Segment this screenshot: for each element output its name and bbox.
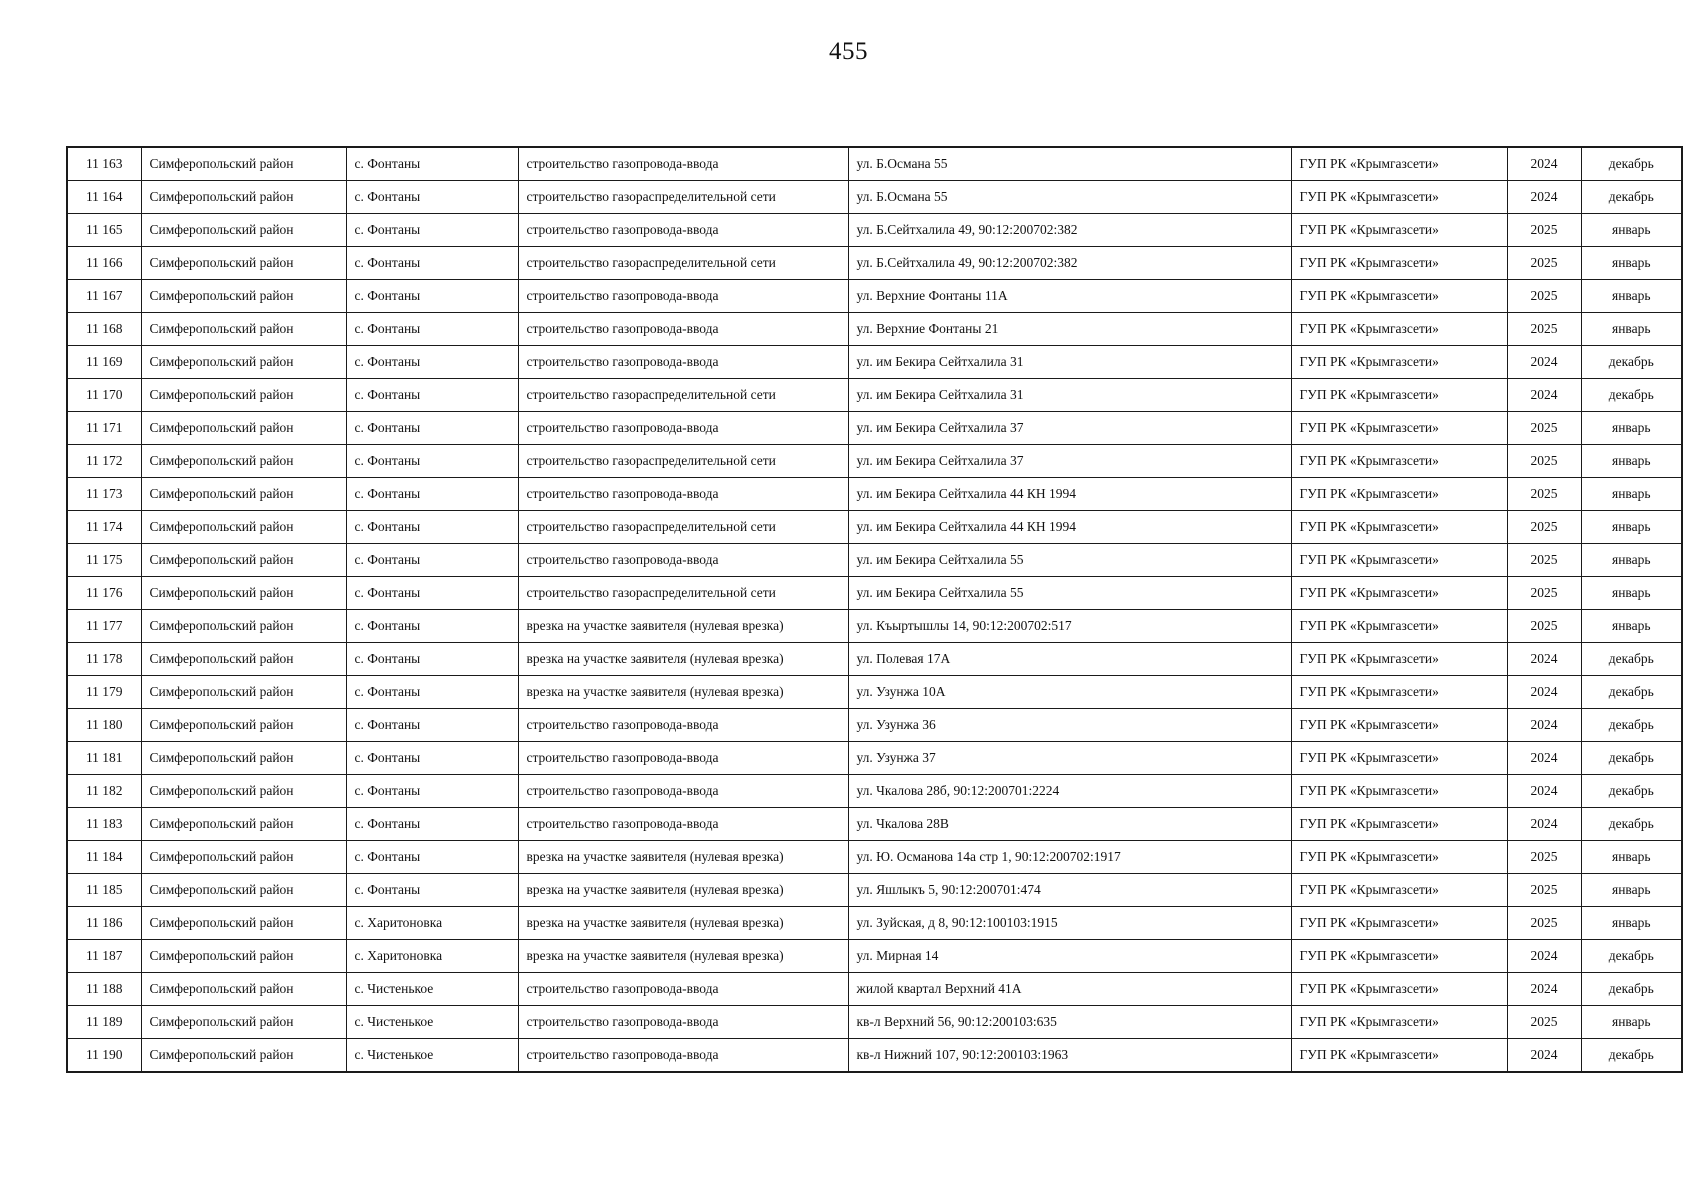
work-type-cell: строительство газопровода-ввода	[518, 742, 848, 775]
work-type-cell: строительство газораспределительной сети	[518, 379, 848, 412]
year-cell: 2025	[1507, 412, 1581, 445]
district-cell: Симферопольский район	[141, 214, 346, 247]
year-cell: 2025	[1507, 280, 1581, 313]
district-cell: Симферопольский район	[141, 643, 346, 676]
locality-cell: с. Фонтаны	[346, 379, 518, 412]
row-number-cell: 11 169	[67, 346, 141, 379]
district-cell: Симферопольский район	[141, 280, 346, 313]
address-cell: ул. Чкалова 28В	[848, 808, 1291, 841]
address-cell: ул. Полевая 17А	[848, 643, 1291, 676]
organization-cell: ГУП РК «Крымгазсети»	[1291, 214, 1507, 247]
address-cell: ул. Узунжа 37	[848, 742, 1291, 775]
address-cell: ул. Яшлыкъ 5, 90:12:200701:474	[848, 874, 1291, 907]
work-type-cell: строительство газопровода-ввода	[518, 412, 848, 445]
table-row	[67, 973, 1682, 1006]
month-cell: январь	[1581, 907, 1682, 940]
district-cell: Симферопольский район	[141, 808, 346, 841]
page-number: 455	[829, 38, 868, 65]
district-cell: Симферопольский район	[141, 478, 346, 511]
month-cell: январь	[1581, 544, 1682, 577]
row-number-cell: 11 181	[67, 742, 141, 775]
work-type-cell: строительство газопровода-ввода	[518, 973, 848, 1006]
row-number-cell: 11 177	[67, 610, 141, 643]
district-cell: Симферопольский район	[141, 907, 346, 940]
locality-cell: с. Фонтаны	[346, 412, 518, 445]
row-number-cell: 11 165	[67, 214, 141, 247]
row-number-cell: 11 175	[67, 544, 141, 577]
year-cell: 2024	[1507, 181, 1581, 214]
address-cell: ул. Чкалова 28б, 90:12:200701:2224	[848, 775, 1291, 808]
organization-cell: ГУП РК «Крымгазсети»	[1291, 973, 1507, 1006]
address-cell: ул. Мирная 14	[848, 940, 1291, 973]
address-cell: ул. им Бекира Сейтхалила 55	[848, 577, 1291, 610]
locality-cell: с. Харитоновка	[346, 940, 518, 973]
month-cell: декабрь	[1581, 643, 1682, 676]
table-row	[67, 379, 1682, 412]
locality-cell: с. Фонтаны	[346, 742, 518, 775]
district-cell: Симферопольский район	[141, 147, 346, 181]
month-cell: январь	[1581, 280, 1682, 313]
district-cell: Симферопольский район	[141, 676, 346, 709]
row-number-cell: 11 186	[67, 907, 141, 940]
organization-cell: ГУП РК «Крымгазсети»	[1291, 742, 1507, 775]
district-cell: Симферопольский район	[141, 445, 346, 478]
table-row	[67, 709, 1682, 742]
month-cell: январь	[1581, 1006, 1682, 1039]
organization-cell: ГУП РК «Крымгазсети»	[1291, 610, 1507, 643]
month-cell: декабрь	[1581, 709, 1682, 742]
work-type-cell: строительство газопровода-ввода	[518, 544, 848, 577]
locality-cell: с. Фонтаны	[346, 247, 518, 280]
address-cell: ул. Узунжа 36	[848, 709, 1291, 742]
district-cell: Симферопольский район	[141, 412, 346, 445]
locality-cell: с. Фонтаны	[346, 445, 518, 478]
year-cell: 2024	[1507, 973, 1581, 1006]
address-cell: ул. им Бекира Сейтхалила 37	[848, 412, 1291, 445]
district-cell: Симферопольский район	[141, 247, 346, 280]
month-cell: январь	[1581, 511, 1682, 544]
organization-cell: ГУП РК «Крымгазсети»	[1291, 280, 1507, 313]
table-row	[67, 1006, 1682, 1039]
address-cell: кв-л Нижний 107, 90:12:200103:1963	[848, 1039, 1291, 1073]
locality-cell: с. Фонтаны	[346, 280, 518, 313]
work-type-cell: строительство газопровода-ввода	[518, 808, 848, 841]
address-cell: ул. Зуйская, д 8, 90:12:100103:1915	[848, 907, 1291, 940]
row-number-cell: 11 185	[67, 874, 141, 907]
table-row	[67, 643, 1682, 676]
year-cell: 2025	[1507, 313, 1581, 346]
locality-cell: с. Фонтаны	[346, 775, 518, 808]
district-cell: Симферопольский район	[141, 973, 346, 1006]
table-row	[67, 907, 1682, 940]
district-cell: Симферопольский район	[141, 511, 346, 544]
table-row	[67, 346, 1682, 379]
work-type-cell: врезка на участке заявителя (нулевая врезка)	[518, 940, 848, 973]
row-number-cell: 11 182	[67, 775, 141, 808]
district-cell: Симферопольский район	[141, 1006, 346, 1039]
locality-cell: с. Фонтаны	[346, 544, 518, 577]
work-type-cell: строительство газопровода-ввода	[518, 775, 848, 808]
year-cell: 2024	[1507, 676, 1581, 709]
organization-cell: ГУП РК «Крымгазсети»	[1291, 1006, 1507, 1039]
locality-cell: с. Фонтаны	[346, 214, 518, 247]
district-cell: Симферопольский район	[141, 841, 346, 874]
locality-cell: с. Фонтаны	[346, 874, 518, 907]
work-type-cell: врезка на участке заявителя (нулевая врезка)	[518, 643, 848, 676]
year-cell: 2024	[1507, 775, 1581, 808]
year-cell: 2025	[1507, 577, 1581, 610]
organization-cell: ГУП РК «Крымгазсети»	[1291, 544, 1507, 577]
row-number-cell: 11 166	[67, 247, 141, 280]
address-cell: ул. Б.Сейтхалила 49, 90:12:200702:382	[848, 214, 1291, 247]
address-cell: ул. Узунжа 10А	[848, 676, 1291, 709]
locality-cell: с. Фонтаны	[346, 346, 518, 379]
district-cell: Симферопольский район	[141, 610, 346, 643]
month-cell: январь	[1581, 412, 1682, 445]
district-cell: Симферопольский район	[141, 346, 346, 379]
address-cell: ул. Къыртышлы 14, 90:12:200702:517	[848, 610, 1291, 643]
row-number-cell: 11 179	[67, 676, 141, 709]
row-number-cell: 11 172	[67, 445, 141, 478]
organization-cell: ГУП РК «Крымгазсети»	[1291, 181, 1507, 214]
month-cell: декабрь	[1581, 147, 1682, 181]
month-cell: январь	[1581, 445, 1682, 478]
month-cell: декабрь	[1581, 346, 1682, 379]
month-cell: январь	[1581, 874, 1682, 907]
work-type-cell: строительство газопровода-ввода	[518, 1039, 848, 1073]
row-number-cell: 11 167	[67, 280, 141, 313]
table-row	[67, 676, 1682, 709]
district-cell: Симферопольский район	[141, 742, 346, 775]
year-cell: 2025	[1507, 511, 1581, 544]
month-cell: январь	[1581, 214, 1682, 247]
organization-cell: ГУП РК «Крымгазсети»	[1291, 775, 1507, 808]
locality-cell: с. Фонтаны	[346, 841, 518, 874]
row-number-cell: 11 187	[67, 940, 141, 973]
work-type-cell: строительство газораспределительной сети	[518, 181, 848, 214]
locality-cell: с. Фонтаны	[346, 478, 518, 511]
locality-cell: с. Фонтаны	[346, 808, 518, 841]
locality-cell: с. Фонтаны	[346, 511, 518, 544]
address-cell: ул. им Бекира Сейтхалила 55	[848, 544, 1291, 577]
month-cell: январь	[1581, 577, 1682, 610]
district-cell: Симферопольский район	[141, 940, 346, 973]
work-type-cell: строительство газопровода-ввода	[518, 709, 848, 742]
work-type-cell: строительство газораспределительной сети	[518, 247, 848, 280]
year-cell: 2025	[1507, 214, 1581, 247]
month-cell: январь	[1581, 841, 1682, 874]
table-row	[67, 742, 1682, 775]
organization-cell: ГУП РК «Крымгазсети»	[1291, 379, 1507, 412]
year-cell: 2025	[1507, 907, 1581, 940]
registry-table	[66, 146, 1683, 1073]
row-number-cell: 11 173	[67, 478, 141, 511]
row-number-cell: 11 176	[67, 577, 141, 610]
month-cell: декабрь	[1581, 1039, 1682, 1073]
table-row	[67, 478, 1682, 511]
work-type-cell: врезка на участке заявителя (нулевая врезка)	[518, 676, 848, 709]
row-number-cell: 11 189	[67, 1006, 141, 1039]
table-row	[67, 1039, 1682, 1073]
organization-cell: ГУП РК «Крымгазсети»	[1291, 1039, 1507, 1073]
table-row	[67, 412, 1682, 445]
row-number-cell: 11 190	[67, 1039, 141, 1073]
work-type-cell: строительство газопровода-ввода	[518, 313, 848, 346]
locality-cell: с. Чистенькое	[346, 1039, 518, 1073]
organization-cell: ГУП РК «Крымгазсети»	[1291, 907, 1507, 940]
month-cell: декабрь	[1581, 676, 1682, 709]
row-number-cell: 11 170	[67, 379, 141, 412]
organization-cell: ГУП РК «Крымгазсети»	[1291, 511, 1507, 544]
organization-cell: ГУП РК «Крымгазсети»	[1291, 313, 1507, 346]
table-row	[67, 808, 1682, 841]
address-cell: ул. Б.Сейтхалила 49, 90:12:200702:382	[848, 247, 1291, 280]
registry-body	[67, 147, 1682, 1072]
work-type-cell: врезка на участке заявителя (нулевая врезка)	[518, 874, 848, 907]
work-type-cell: строительство газораспределительной сети	[518, 577, 848, 610]
year-cell: 2024	[1507, 808, 1581, 841]
district-cell: Симферопольский район	[141, 709, 346, 742]
row-number-cell: 11 164	[67, 181, 141, 214]
table-row	[67, 280, 1682, 313]
district-cell: Симферопольский район	[141, 181, 346, 214]
organization-cell: ГУП РК «Крымгазсети»	[1291, 478, 1507, 511]
address-cell: ул. Верхние Фонтаны 21	[848, 313, 1291, 346]
table-row	[67, 214, 1682, 247]
organization-cell: ГУП РК «Крымгазсети»	[1291, 709, 1507, 742]
address-cell: ул. Ю. Османова 14а стр 1, 90:12:200702:1917	[848, 841, 1291, 874]
month-cell: декабрь	[1581, 973, 1682, 1006]
locality-cell: с. Фонтаны	[346, 676, 518, 709]
table-row	[67, 841, 1682, 874]
row-number-cell: 11 171	[67, 412, 141, 445]
organization-cell: ГУП РК «Крымгазсети»	[1291, 676, 1507, 709]
year-cell: 2025	[1507, 445, 1581, 478]
organization-cell: ГУП РК «Крымгазсети»	[1291, 874, 1507, 907]
row-number-cell: 11 188	[67, 973, 141, 1006]
work-type-cell: строительство газопровода-ввода	[518, 478, 848, 511]
table-row	[67, 181, 1682, 214]
year-cell: 2025	[1507, 544, 1581, 577]
address-cell: ул. им Бекира Сейтхалила 37	[848, 445, 1291, 478]
locality-cell: с. Фонтаны	[346, 147, 518, 181]
row-number-cell: 11 163	[67, 147, 141, 181]
work-type-cell: строительство газораспределительной сети	[518, 511, 848, 544]
organization-cell: ГУП РК «Крымгазсети»	[1291, 577, 1507, 610]
organization-cell: ГУП РК «Крымгазсети»	[1291, 412, 1507, 445]
organization-cell: ГУП РК «Крымгазсети»	[1291, 643, 1507, 676]
year-cell: 2024	[1507, 346, 1581, 379]
year-cell: 2025	[1507, 874, 1581, 907]
row-number-cell: 11 183	[67, 808, 141, 841]
year-cell: 2024	[1507, 1039, 1581, 1073]
table-row	[67, 775, 1682, 808]
locality-cell: с. Харитоновка	[346, 907, 518, 940]
year-cell: 2024	[1507, 742, 1581, 775]
work-type-cell: строительство газопровода-ввода	[518, 147, 848, 181]
district-cell: Симферопольский район	[141, 544, 346, 577]
table-row	[67, 544, 1682, 577]
address-cell: ул. Верхние Фонтаны 11А	[848, 280, 1291, 313]
row-number-cell: 11 180	[67, 709, 141, 742]
locality-cell: с. Фонтаны	[346, 181, 518, 214]
month-cell: декабрь	[1581, 775, 1682, 808]
year-cell: 2025	[1507, 247, 1581, 280]
year-cell: 2024	[1507, 940, 1581, 973]
address-cell: ул. Б.Османа 55	[848, 181, 1291, 214]
address-cell: ул. им Бекира Сейтхалила 44 КН 1994	[848, 511, 1291, 544]
year-cell: 2025	[1507, 478, 1581, 511]
month-cell: декабрь	[1581, 742, 1682, 775]
table-row	[67, 445, 1682, 478]
table-row	[67, 313, 1682, 346]
district-cell: Симферопольский район	[141, 379, 346, 412]
year-cell: 2024	[1507, 643, 1581, 676]
work-type-cell: врезка на участке заявителя (нулевая врезка)	[518, 841, 848, 874]
year-cell: 2025	[1507, 1006, 1581, 1039]
work-type-cell: врезка на участке заявителя (нулевая врезка)	[518, 610, 848, 643]
address-cell: ул. им Бекира Сейтхалила 31	[848, 346, 1291, 379]
month-cell: декабрь	[1581, 181, 1682, 214]
work-type-cell: строительство газораспределительной сети	[518, 445, 848, 478]
district-cell: Симферопольский район	[141, 775, 346, 808]
district-cell: Симферопольский район	[141, 577, 346, 610]
work-type-cell: строительство газопровода-ввода	[518, 346, 848, 379]
district-cell: Симферопольский район	[141, 313, 346, 346]
table-row	[67, 874, 1682, 907]
district-cell: Симферопольский район	[141, 874, 346, 907]
work-type-cell: строительство газопровода-ввода	[518, 1006, 848, 1039]
year-cell: 2025	[1507, 841, 1581, 874]
month-cell: январь	[1581, 478, 1682, 511]
organization-cell: ГУП РК «Крымгазсети»	[1291, 940, 1507, 973]
locality-cell: с. Фонтаны	[346, 313, 518, 346]
row-number-cell: 11 178	[67, 643, 141, 676]
locality-cell: с. Фонтаны	[346, 709, 518, 742]
month-cell: январь	[1581, 247, 1682, 280]
year-cell: 2024	[1507, 709, 1581, 742]
address-cell: ул. им Бекира Сейтхалила 31	[848, 379, 1291, 412]
table-row	[67, 610, 1682, 643]
organization-cell: ГУП РК «Крымгазсети»	[1291, 808, 1507, 841]
row-number-cell: 11 174	[67, 511, 141, 544]
address-cell: ул. Б.Османа 55	[848, 147, 1291, 181]
organization-cell: ГУП РК «Крымгазсети»	[1291, 147, 1507, 181]
locality-cell: с. Фонтаны	[346, 610, 518, 643]
table-row	[67, 577, 1682, 610]
locality-cell: с. Фонтаны	[346, 643, 518, 676]
year-cell: 2025	[1507, 610, 1581, 643]
district-cell: Симферопольский район	[141, 1039, 346, 1073]
row-number-cell: 11 168	[67, 313, 141, 346]
work-type-cell: строительство газопровода-ввода	[518, 280, 848, 313]
locality-cell: с. Чистенькое	[346, 1006, 518, 1039]
month-cell: декабрь	[1581, 940, 1682, 973]
table-row	[67, 247, 1682, 280]
table-row	[67, 940, 1682, 973]
organization-cell: ГУП РК «Крымгазсети»	[1291, 247, 1507, 280]
locality-cell: с. Чистенькое	[346, 973, 518, 1006]
work-type-cell: строительство газопровода-ввода	[518, 214, 848, 247]
month-cell: январь	[1581, 313, 1682, 346]
organization-cell: ГУП РК «Крымгазсети»	[1291, 445, 1507, 478]
month-cell: декабрь	[1581, 379, 1682, 412]
month-cell: декабрь	[1581, 808, 1682, 841]
address-cell: ул. им Бекира Сейтхалила 44 КН 1994	[848, 478, 1291, 511]
address-cell: жилой квартал Верхний 41А	[848, 973, 1291, 1006]
year-cell: 2024	[1507, 379, 1581, 412]
month-cell: январь	[1581, 610, 1682, 643]
row-number-cell: 11 184	[67, 841, 141, 874]
organization-cell: ГУП РК «Крымгазсети»	[1291, 841, 1507, 874]
year-cell: 2024	[1507, 147, 1581, 181]
locality-cell: с. Фонтаны	[346, 577, 518, 610]
table-row	[67, 147, 1682, 181]
table-row	[67, 511, 1682, 544]
address-cell: кв-л Верхний 56, 90:12:200103:635	[848, 1006, 1291, 1039]
organization-cell: ГУП РК «Крымгазсети»	[1291, 346, 1507, 379]
work-type-cell: врезка на участке заявителя (нулевая врезка)	[518, 907, 848, 940]
